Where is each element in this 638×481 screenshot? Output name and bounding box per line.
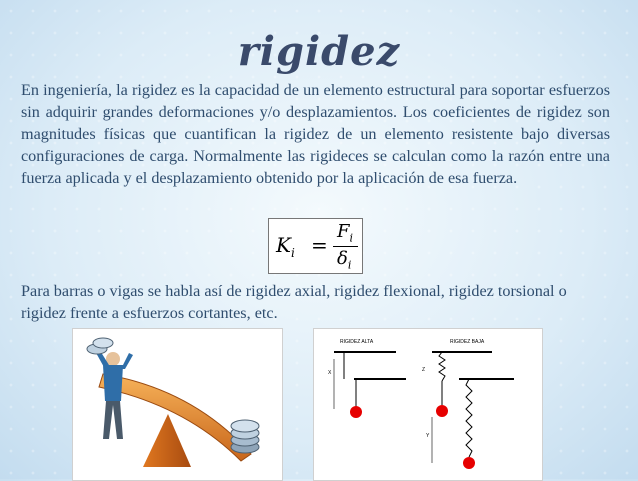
spring-low-loaded (466, 379, 472, 457)
coin-stack-right (231, 420, 259, 453)
y-label: Y (426, 433, 430, 439)
types-paragraph: Para barras o vigas se habla así de rigidez axial, rigidez flexional, rigidez torsional o rigidez frente a esfuerzos cortantes, etc. (21, 282, 567, 322)
stiffness-formula (268, 218, 363, 274)
mass-low (463, 457, 475, 469)
label-rigidez-baja: RIGIDEZ BAJA (450, 339, 485, 345)
coin-stack-left (87, 338, 113, 354)
formula-lhs: $K_i$ (276, 233, 295, 260)
definition-paragraph: En ingeniería, la rigidez es la capacidad de un elemento estructural para soportar esfuerzos sin adquirir grandes deformaciones y/o desplazamientos. Los coeficientes de rigidez son magnitudes físicas que cuantifican la rigidez de un elemento resistente bajo diversas configuraciones de carga. Normalmente las rigideces se calculan como la razón entre una fuerza aplicada y el desplazamiento obtenido por la aplicación de esa fuerza. (21, 81, 610, 187)
formula-denominator: $\delta_i$ (337, 248, 352, 272)
mass-high (350, 406, 362, 418)
bending-beam-illustration (72, 328, 283, 481)
mass-low-initial (436, 405, 448, 417)
formula-numerator: $F_i$ (337, 221, 354, 245)
formula-equals: = (311, 233, 328, 257)
spring-low-initial (439, 352, 445, 381)
pyramid-fulcrum (143, 414, 191, 467)
z-label: Z (422, 367, 426, 373)
stiffness-diagram (313, 328, 543, 481)
label-rigidez-alta: RIGIDEZ ALTA (340, 339, 374, 345)
slide-title: rigidez (237, 28, 401, 75)
formula-fraction-bar (333, 246, 358, 247)
x-label: X (328, 370, 332, 376)
